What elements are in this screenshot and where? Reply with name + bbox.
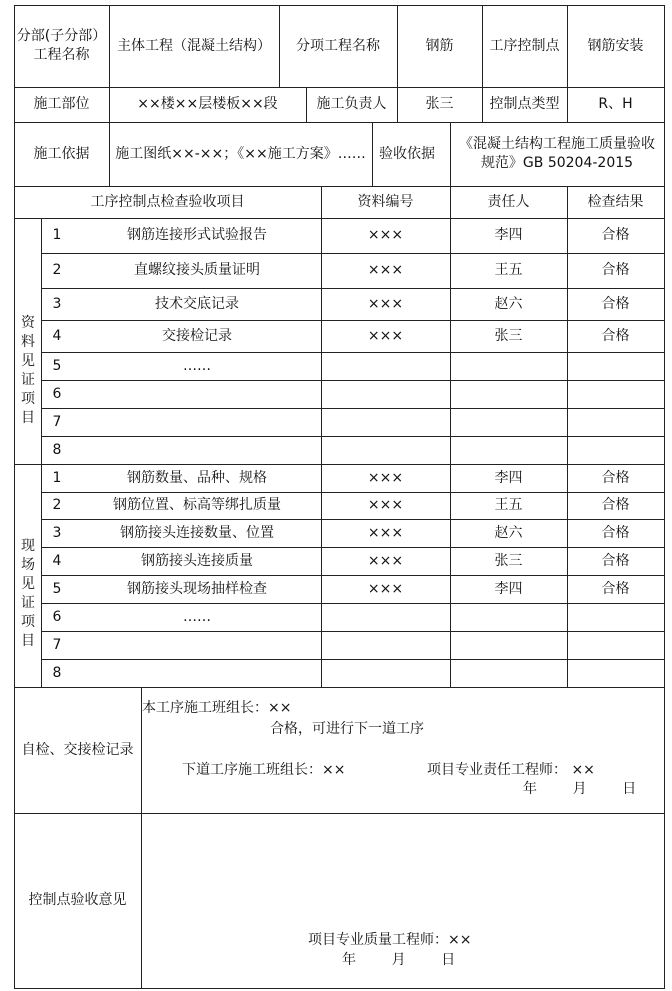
- self-check-leader: 本工序施工班组长：××: [142, 700, 292, 716]
- row-doc-no: [321, 659, 450, 687]
- self-check-next-leader: 下道工序施工班组长：××: [182, 762, 346, 778]
- row-item: 钢筋接头现场抽样检查: [127, 580, 267, 597]
- row-doc-no: [321, 603, 450, 631]
- group-label-documents: 资料见证项目: [21, 315, 35, 426]
- row-item: 钢筋接头连接质量: [141, 552, 253, 569]
- row-result: 合格: [601, 524, 630, 541]
- grid-line: [567, 5, 568, 88]
- row-item: [73, 659, 321, 687]
- value-acceptance-basis: 《混凝土结构工程施工质量验收规范》GB 50204-2015: [459, 136, 655, 171]
- row-number: 1: [52, 469, 62, 486]
- row-result: [567, 436, 664, 464]
- row-item: 交接检记录: [162, 327, 232, 344]
- row-item: 钢筋接头连接数量、位置: [120, 524, 274, 541]
- row-item: [73, 436, 321, 464]
- row-doc-no: [321, 352, 450, 380]
- grid-line: [109, 87, 110, 123]
- row-result: 合格: [601, 262, 630, 278]
- value-basis: 施工图纸××-××；《××施工方案》……: [115, 145, 366, 162]
- row-doc-no: ×××: [367, 552, 404, 569]
- row-number: 2: [52, 262, 62, 278]
- row-person: 赵六: [494, 524, 523, 541]
- row-doc-no: ×××: [367, 524, 404, 541]
- label-acceptance: 控制点验收意见: [28, 892, 127, 908]
- row-person: 李四: [494, 469, 523, 486]
- row-result: [567, 352, 664, 380]
- grid-line: [14, 687, 665, 688]
- label-location: 施工部位: [33, 96, 90, 112]
- grid-line: [41, 436, 665, 437]
- grid-line: [321, 186, 322, 688]
- row-doc-no: ×××: [367, 469, 404, 486]
- row-number: 6: [52, 608, 62, 625]
- grid-line: [41, 603, 665, 604]
- col-person: 责任人: [487, 193, 530, 210]
- grid-line: [41, 547, 665, 548]
- table-border: [14, 988, 665, 989]
- grid-line: [450, 186, 451, 688]
- row-person: 赵六: [494, 295, 523, 312]
- row-doc-no: [321, 436, 450, 464]
- value-subitem: 钢筋: [425, 37, 454, 54]
- label-division: 分部(子分部）工程名称: [16, 28, 107, 63]
- self-check-pass: 合格，可进行下一道工序: [270, 721, 424, 737]
- row-number: 5: [52, 580, 62, 597]
- row-number: 8: [52, 441, 62, 458]
- row-person: [450, 659, 567, 687]
- self-check-date: 年 月 日: [523, 781, 637, 797]
- row-doc-no: ×××: [367, 497, 404, 513]
- row-result: 合格: [601, 497, 630, 513]
- col-item: 工序控制点检查验收项目: [90, 193, 245, 210]
- row-doc-no: ×××: [367, 295, 404, 312]
- row-item: 技术交底记录: [155, 295, 239, 312]
- row-item: 钢筋数量、品种、规格: [127, 469, 267, 486]
- grid-line: [41, 631, 665, 632]
- grid-line: [14, 813, 665, 814]
- grid-line: [41, 320, 665, 321]
- row-result: 合格: [601, 469, 630, 486]
- row-item: ……: [183, 357, 211, 374]
- row-person: [450, 352, 567, 380]
- group-label-onsite: 现场见证项目: [21, 538, 35, 649]
- row-number: 3: [52, 295, 62, 312]
- row-number: 4: [52, 552, 62, 569]
- grid-line: [41, 492, 665, 493]
- row-item: ……: [183, 608, 211, 625]
- grid-line: [109, 5, 110, 88]
- value-division: 主体工程（混凝土结构）: [117, 37, 271, 54]
- grid-line: [41, 659, 665, 660]
- grid-line: [397, 87, 398, 123]
- label-subitem: 分项工程名称: [296, 37, 380, 54]
- grid-line: [482, 5, 483, 88]
- grid-line: [41, 575, 665, 576]
- row-person: [450, 603, 567, 631]
- row-person: 李四: [494, 580, 523, 597]
- row-person: [450, 631, 567, 659]
- row-result: 合格: [601, 327, 630, 344]
- label-leader: 施工负责人: [316, 96, 387, 112]
- col-doc-no: 资料编号: [357, 193, 414, 210]
- grid-line: [41, 408, 665, 409]
- row-number: 8: [52, 664, 62, 681]
- row-doc-no: ×××: [367, 227, 404, 243]
- table-border: [664, 5, 665, 989]
- label-control: 工序控制点: [489, 37, 560, 54]
- row-person: 张三: [494, 552, 523, 569]
- row-result: [567, 380, 664, 408]
- value-location: ××楼××层楼板××段: [137, 96, 278, 112]
- table-border: [14, 5, 15, 989]
- row-person: [450, 408, 567, 436]
- row-item: 直螺纹接头质量证明: [134, 262, 260, 278]
- grid-line: [482, 87, 483, 123]
- row-doc-no: ×××: [367, 262, 404, 278]
- grid-line: [41, 352, 665, 353]
- grid-line: [567, 186, 568, 688]
- row-number: 3: [52, 524, 62, 541]
- row-result: [567, 603, 664, 631]
- row-doc-no: ×××: [367, 327, 404, 344]
- grid-line: [41, 218, 42, 688]
- row-item: [73, 408, 321, 436]
- grid-line: [109, 122, 110, 187]
- label-acceptance-basis: 验收依据: [379, 145, 435, 162]
- label-basis: 施工依据: [33, 145, 90, 162]
- row-item: [73, 380, 321, 408]
- acceptance-date: 年 月 日: [342, 952, 456, 968]
- row-item: [73, 631, 321, 659]
- row-person: 王五: [494, 497, 523, 513]
- row-result: 合格: [601, 552, 630, 569]
- grid-line: [306, 87, 307, 123]
- row-person: 王五: [494, 262, 523, 278]
- row-number: 6: [52, 385, 62, 402]
- label-control-type: 控制点类型: [489, 96, 560, 112]
- row-person: [450, 380, 567, 408]
- grid-line: [450, 122, 451, 187]
- row-result: 合格: [601, 580, 630, 597]
- grid-line: [41, 519, 665, 520]
- row-item: 钢筋位置、标高等绑扎质量: [113, 497, 281, 513]
- row-doc-no: [321, 380, 450, 408]
- grid-line: [41, 288, 665, 289]
- grid-line: [41, 253, 665, 254]
- row-person: 李四: [494, 227, 523, 243]
- grid-line: [567, 87, 568, 123]
- value-control: 钢筋安装: [587, 37, 644, 54]
- grid-line: [397, 5, 398, 88]
- row-result: [567, 408, 664, 436]
- grid-line: [141, 687, 142, 989]
- row-person: [450, 436, 567, 464]
- row-number: 7: [52, 413, 62, 430]
- row-doc-no: [321, 408, 450, 436]
- row-number: 1: [52, 227, 62, 243]
- grid-line: [279, 5, 280, 88]
- row-doc-no: ×××: [367, 580, 404, 597]
- row-person: 张三: [494, 327, 523, 344]
- row-result: [567, 659, 664, 687]
- row-number: 4: [52, 327, 62, 344]
- grid-line: [41, 380, 665, 381]
- grid-line: [14, 464, 665, 465]
- row-result: [567, 631, 664, 659]
- col-result: 检查结果: [587, 193, 644, 210]
- row-doc-no: [321, 631, 450, 659]
- row-item: 钢筋连接形式试验报告: [127, 227, 267, 243]
- acceptance-engineer: 项目专业质量工程师：××: [308, 932, 472, 948]
- label-self-check: 自检、交接检记录: [21, 741, 134, 758]
- value-control-type: R、H: [598, 96, 633, 112]
- row-number: 7: [52, 636, 62, 653]
- row-number: 5: [52, 357, 62, 374]
- self-check-engineer: 项目专业责任工程师： ××: [427, 762, 595, 778]
- row-result: 合格: [601, 227, 630, 243]
- value-leader: 张三: [425, 96, 454, 112]
- grid-line: [372, 122, 373, 187]
- row-result: 合格: [601, 295, 630, 312]
- row-number: 2: [52, 497, 62, 513]
